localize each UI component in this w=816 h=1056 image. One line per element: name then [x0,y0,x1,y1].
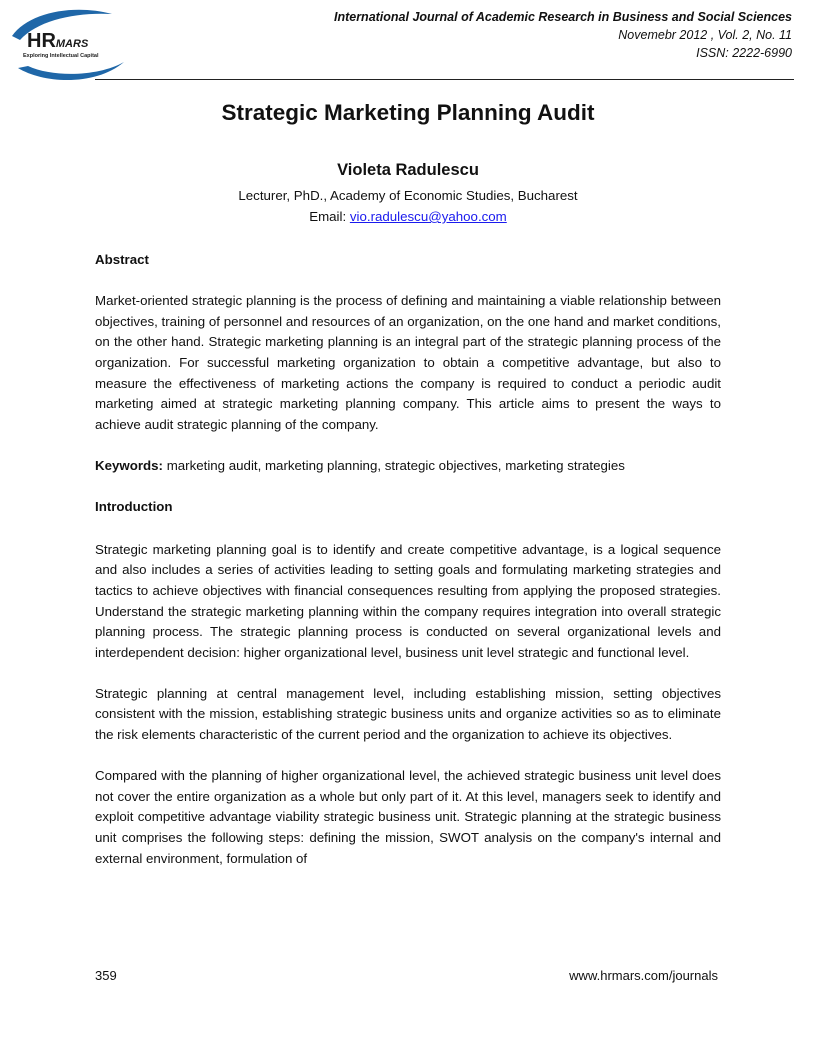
article-title: Strategic Marketing Planning Audit [221,100,595,125]
journal-issue: Novemebr 2012 , Vol. 2, No. 11 [618,28,792,42]
keywords-text: marketing audit, marketing planning, strategic objectives, marketing strategies [166,457,625,473]
author-name: Violeta Radulescu [337,161,479,179]
footer-url: www.hrmars.com/journals [569,968,718,983]
journal-issn: ISSN: 2222-6990 [696,46,792,60]
introduction-paragraph: Compared with the planning of higher organizational level, the achieved strategic business unit level does not cover the entire organization as a whole but only part of it. At this level, managers seek to identify and exploit competitive advantage viability strategic business unit. Strategic planning at the strategic business unit comprises the following steps: defining the mission, SWOT analysis on the company's internal and external environment, formulation of [95,768,721,866]
abstract-heading: Abstract [95,252,149,267]
journal-header [334,8,792,62]
email-link[interactable]: vio.radulescu@yahoo.com [349,209,507,224]
introduction-paragraph: Strategic marketing planning goal is to identify and create competitive advantage, is a logical sequence and also includes a series of activities leading to setting goals and formulating marketing strategies and tactics to achieve objectives with financial consequences resulting from applying the proposed strategies. Understand the strategic marketing planning within the company requires integration into overall strategic planning process. The strategic planning process is conducted on several organizational levels and interdependent decision: higher organizational level, business unit level strategic and functional level. [95,541,721,660]
logo-tagline: Exploring Intellectual Capital [23,53,99,59]
introduction-heading: Introduction [95,499,173,515]
author-email-line [0,209,816,224]
keywords-line [95,456,721,477]
logo-mars: MARS [55,38,89,50]
introduction-paragraph: Strategic planning at central management level, including establishing mission, setting objectives consistent with the mission, establishing strategic business units and organize activities so as to eliminate the risk elements characteristic of the current period and the organization to achieve its objectives. [95,685,721,743]
logo-hr: HR [27,30,56,52]
logo-wordmark [27,30,88,53]
journal-title: International Journal of Academic Research in Business and Social Sciences [333,10,792,24]
page-number: 359 [95,968,117,983]
email-label: Email: [309,209,347,224]
keywords-label: Keywords: [95,457,163,473]
author-affiliation: Lecturer, PhD., Academy of Economic Studies, Bucharest [238,188,578,203]
article-body [95,250,721,869]
header-divider [95,79,794,80]
abstract-text: Market-oriented strategic planning is the process of defining and maintaining a viable relationship between objectives, training of personnel and resources of an organization, on the one hand and market conditions, on the other hand. Strategic marketing planning is an integral part of the strategic planning process of the organization. For successful marketing organization to obtain a competitive advantage, but also to measure the effectiveness of marketing actions the company is required to conduct a periodic audit marketing aimed at strategic marketing planning company. This article aims to present the ways to achieve audit strategic planning of the company. [95,293,721,432]
